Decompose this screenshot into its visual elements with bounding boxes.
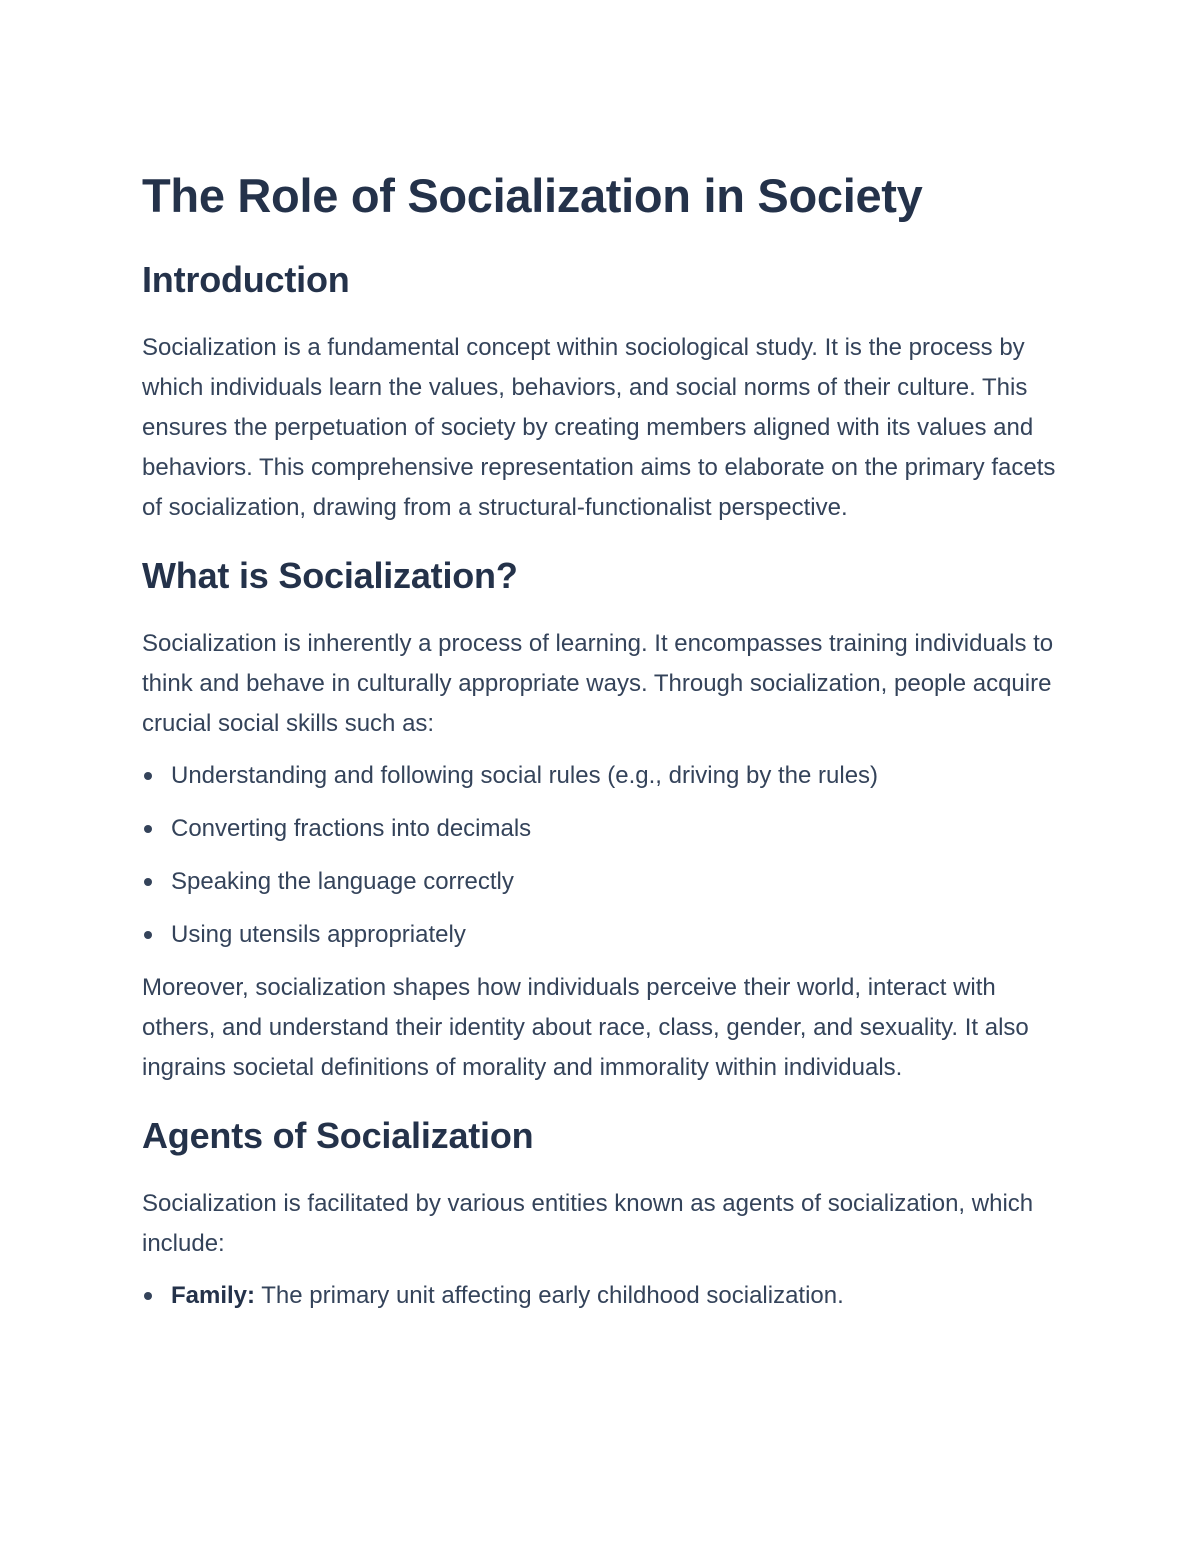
agents-list: [142, 1276, 1062, 1316]
agent-description: The primary unit affecting early childhood socialization.: [255, 1282, 844, 1309]
heading-introduction: Introduction: [142, 259, 350, 300]
list-item: [142, 1276, 1062, 1316]
list-item-text: Converting fractions into decimals: [171, 815, 532, 842]
bullet-icon: [144, 878, 152, 886]
list-item: [142, 915, 1062, 955]
agents-paragraph: Socialization is facilitated by various entities known as agents of socialization, which include:: [142, 1190, 1034, 1257]
list-item: [142, 809, 1062, 849]
list-item-text: Understanding and following social rules (e.g., driving by the rules): [171, 762, 879, 789]
list-item-text: Speaking the language correctly: [171, 868, 514, 895]
bullet-icon: [144, 931, 152, 939]
what-is-paragraph-2: Moreover, socialization shapes how individuals perceive their world, interact with others, and understand their identity about race, class, gender, and sexuality. It also ingrains societal definitions of morality and immorality within individuals.: [142, 974, 1029, 1081]
document-title: The Role of Socialization in Society: [142, 169, 923, 222]
list-item: [142, 862, 1062, 902]
bullet-icon: [144, 772, 152, 780]
bullet-icon: [144, 1292, 152, 1300]
heading-agents-of-socialization: Agents of Socialization: [142, 1115, 534, 1156]
document-page: [142, 168, 1062, 1329]
social-skills-list: [142, 756, 1062, 955]
list-item-text: Using utensils appropriately: [171, 921, 466, 948]
heading-what-is-socialization: What is Socialization?: [142, 555, 518, 596]
bullet-icon: [144, 825, 152, 833]
what-is-paragraph: Socialization is inherently a process of learning. It encompasses training individuals to think and behave in culturally appropriate ways. Through socialization, people acquire crucial social skills such as:: [142, 630, 1054, 737]
agent-term: Family:: [171, 1282, 256, 1309]
introduction-paragraph: Socialization is a fundamental concept within sociological study. It is the process by which individuals learn the values, behaviors, and social norms of their culture. This ensures the perpetuation of society by creating members aligned with its values and behaviors. This comprehensive representation aims to elaborate on the primary facets of socialization, drawing from a structural-functionalist perspective.: [142, 334, 1056, 521]
list-item: [142, 756, 1062, 796]
